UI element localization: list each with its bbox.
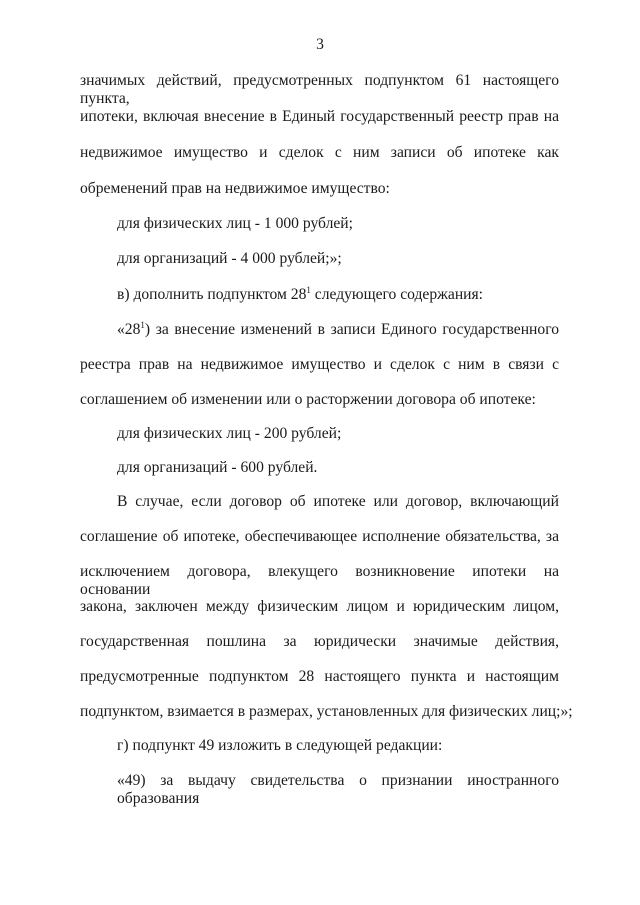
text-line: недвижимое имущество и сделок с ним записи об ипотеке как	[80, 144, 559, 161]
text-line: ипотеки, включая внесение в Единый государственный реестр прав на	[80, 108, 559, 125]
text-line: соглашение об ипотеке, обеспечивающее исполнение обязательства, за	[80, 528, 559, 545]
text-line: г) подпункт 49 изложить в следующей редакции:	[117, 737, 443, 754]
text-line: В случае, если договор об ипотеке или договор, включающий	[117, 493, 559, 510]
text-line: обременений прав на недвижимое имущество:	[80, 180, 390, 197]
quote-text: ) за внесение изменений в записи Единого государственного	[144, 321, 559, 338]
text-line: для физических лиц - 200 рублей;	[117, 425, 342, 442]
text-line: для организаций - 600 рублей.	[117, 459, 318, 476]
quote-28-1-line	[117, 321, 559, 339]
text-line: значимых действий, предусмотренных подпунктом 61 настоящего пункта,	[80, 72, 559, 107]
text-line: государственная пошлина за юридически значимые действия,	[80, 633, 559, 650]
item-v-line	[117, 286, 559, 304]
text-line: исключением договора, влекущего возникновение ипотеки на основании	[80, 563, 559, 598]
quote-text: «28	[117, 321, 141, 338]
page-number: 3	[316, 36, 324, 53]
item-v-text: в) дополнить подпунктом 28	[117, 286, 307, 303]
text-line: для физических лиц - 1 000 рублей;	[117, 215, 353, 232]
text-line: для организаций - 4 000 рублей;»;	[117, 250, 342, 267]
text-line: «49) за выдачу свидетельства о признании иностранного образования	[117, 772, 559, 807]
text-line: реестра прав на недвижимое имущество и сделок с ним в связи с	[80, 356, 559, 373]
text-line: предусмотренные подпунктом 28 настоящего пункта и настоящим	[80, 668, 559, 685]
superscript: 1	[306, 285, 311, 295]
superscript: 1	[140, 320, 145, 330]
text-line: подпунктом, взимается в размерах, установленных для физических лиц;»;	[80, 703, 573, 720]
text-line: соглашением об изменении или о расторжении договора об ипотеке:	[80, 391, 536, 408]
item-v-text: следующего содержания:	[310, 286, 484, 303]
text-line: закона, заключен между физическим лицом и юридическим лицом,	[80, 598, 559, 615]
